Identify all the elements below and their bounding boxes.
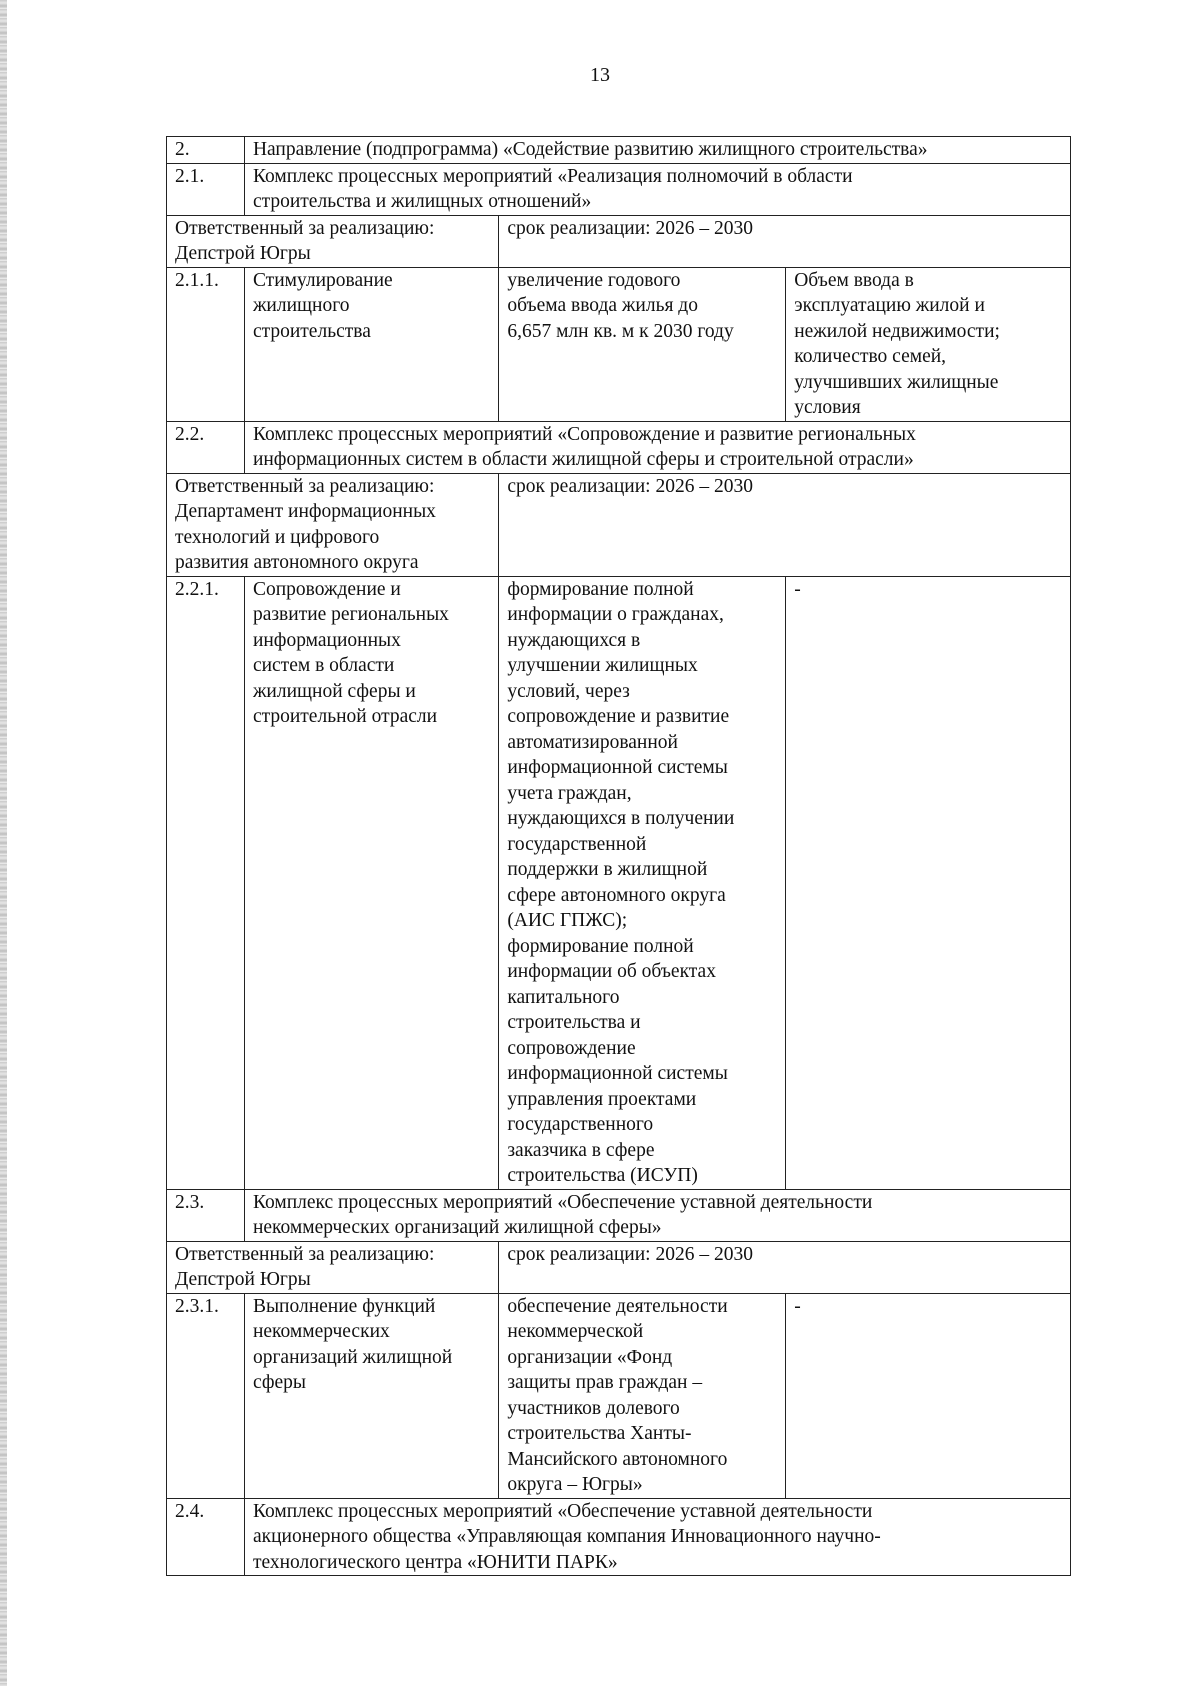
- row-number: 2.1.: [167, 163, 245, 215]
- section-title: Направление (подпрограмма) «Содействие развитию жилищного строительства»: [244, 137, 1070, 164]
- task-name: Выполнение функций некоммерческих организаций жилищной сферы: [244, 1293, 498, 1498]
- row-number: 2.2.1.: [167, 576, 245, 1189]
- responsible-cell: Ответственный за реализацию: Депстрой Югры: [167, 1241, 499, 1293]
- table-row: [167, 421, 1071, 473]
- table-row: [167, 576, 1071, 1189]
- row-number: 2.3.: [167, 1189, 245, 1241]
- task-name: Сопровождение и развитие региональных информационных систем в области жилищной сферы и строительной отрасли: [244, 576, 498, 1189]
- task-result: формирование полной информации о гражданах, нуждающихся в улучшении жилищных условий, через сопровождение и развитие автоматизированной информационной системы учета граждан, нуждающихся в получении государственной поддержки в жилищной сфере автономного округа (АИС ГПЖС); формирование полной информации об объектах капитального строительства и сопровождение информационной системы управления проектами государственного заказчика в сфере строительства (ИСУП): [499, 576, 786, 1189]
- complex-title: Комплекс процессных мероприятий «Сопровождение и развитие региональных информационных систем в области жилищной сферы и строительной отрасли»: [244, 421, 1070, 473]
- table-row: [167, 215, 1071, 267]
- complex-title: Комплекс процессных мероприятий «Обеспечение уставной деятельности некоммерческих организаций жилищной сферы»: [244, 1189, 1070, 1241]
- responsible-cell: Ответственный за реализацию: Депстрой Югры: [167, 215, 499, 267]
- row-number: 2.2.: [167, 421, 245, 473]
- scan-edge: [0, 0, 7, 1686]
- task-indicator: Объем ввода в эксплуатацию жилой и нежилой недвижимости; количество семей, улучшивших жилищные условия: [786, 267, 1071, 421]
- table-row: [167, 1189, 1071, 1241]
- table-row: [167, 1241, 1071, 1293]
- table-row: [167, 267, 1071, 421]
- table-row: [167, 1293, 1071, 1498]
- task-indicator: -: [786, 576, 1071, 1189]
- term-cell: срок реализации: 2026 – 2030: [499, 1241, 1071, 1293]
- row-number: 2.: [167, 137, 245, 164]
- program-table: [166, 136, 1071, 1576]
- row-number: 2.4.: [167, 1498, 245, 1576]
- complex-title: Комплекс процессных мероприятий «Реализация полномочий в области строительства и жилищных отношений»: [244, 163, 1070, 215]
- task-result: обеспечение деятельности некоммерческой организации «Фонд защиты прав граждан – участников долевого строительства Ханты- Мансийского автономного округа – Югры»: [499, 1293, 786, 1498]
- responsible-cell: Ответственный за реализацию: Департамент информационных технологий и цифрового развития автономного округа: [167, 473, 499, 576]
- task-indicator: -: [786, 1293, 1071, 1498]
- row-number: 2.1.1.: [167, 267, 245, 421]
- table-row: [167, 137, 1071, 164]
- table-row: [167, 163, 1071, 215]
- task-name: Стимулирование жилищного строительства: [244, 267, 498, 421]
- term-cell: срок реализации: 2026 – 2030: [499, 473, 1071, 576]
- complex-title: Комплекс процессных мероприятий «Обеспечение уставной деятельности акционерного общества «Управляющая компания Инновационного научно- технологического центра «ЮНИТИ ПАРК»: [244, 1498, 1070, 1576]
- table-row: [167, 1498, 1071, 1576]
- page-number: 13: [590, 64, 610, 86]
- task-result: увеличение годового объема ввода жилья до 6,657 млн кв. м к 2030 году: [499, 267, 786, 421]
- row-number: 2.3.1.: [167, 1293, 245, 1498]
- term-cell: срок реализации: 2026 – 2030: [499, 215, 1071, 267]
- table-row: [167, 473, 1071, 576]
